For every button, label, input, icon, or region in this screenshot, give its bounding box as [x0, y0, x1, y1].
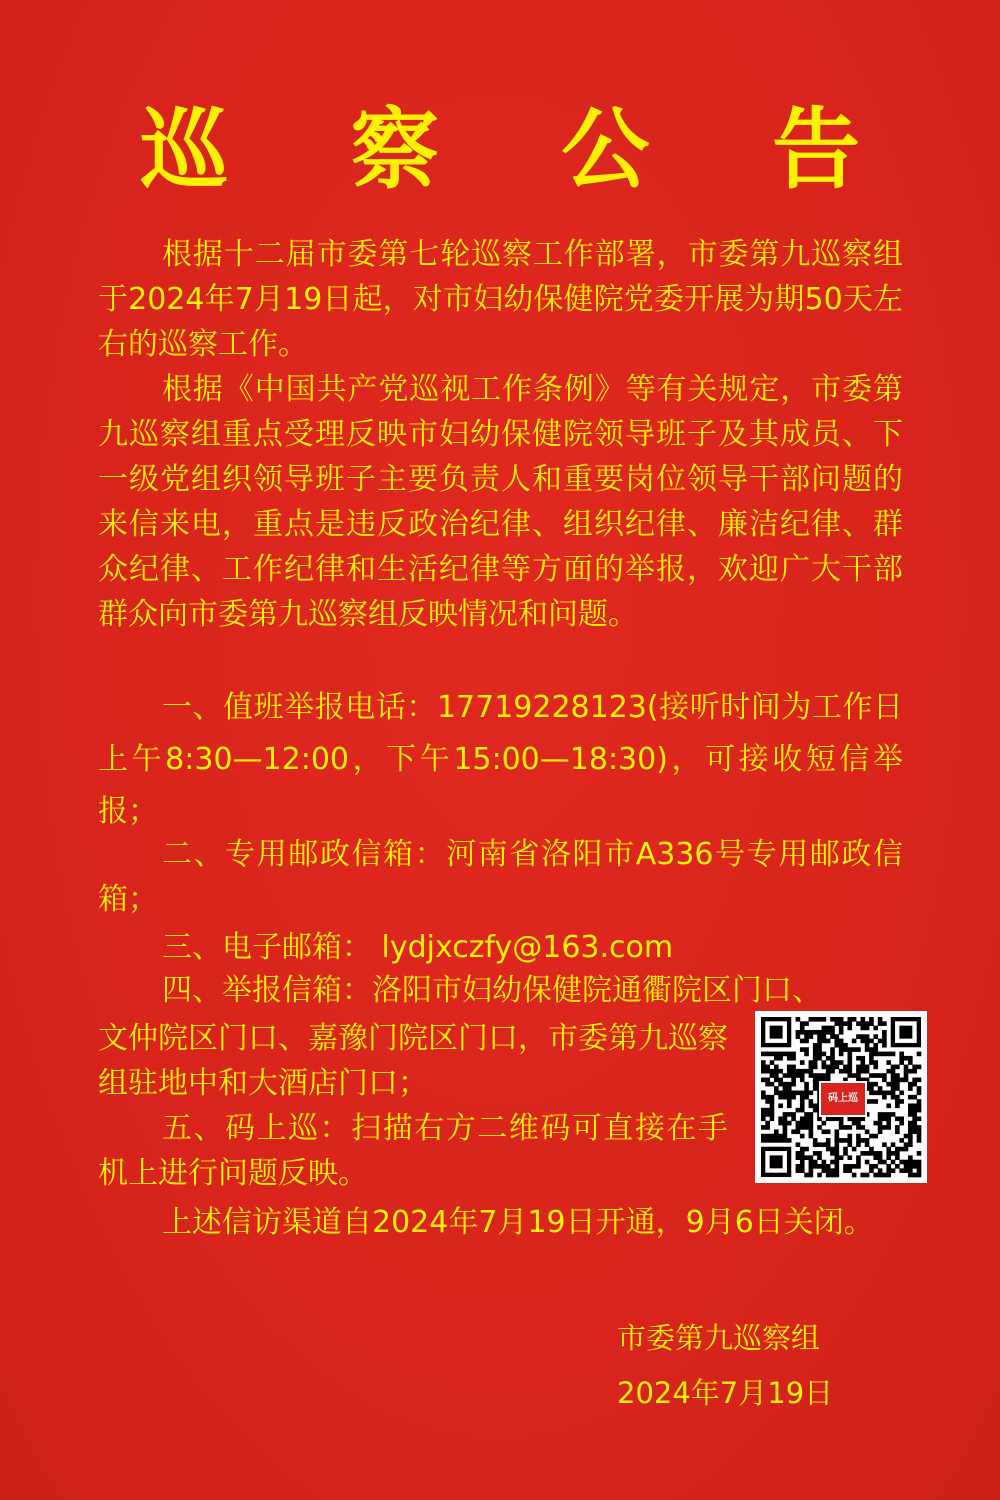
item-qr-report: 五、码上巡：扫描右方二维码可直接在手机上进行问题反映。 [98, 1111, 728, 1191]
qr-code[interactable] [755, 1011, 927, 1183]
item-report-box-line1: 四、举报信箱：洛阳市妇幼保健院通衢院区门口、 [162, 973, 822, 1008]
item-phone: 一、值班举报电话：17719228123(接听时间为工作日上午8:30—12:00，下午15:00—18:30)，可接收短信举报； [98, 690, 903, 829]
item-postal-box: 二、专用邮政信箱：河南省洛阳市A336号专用邮政信箱； [98, 837, 903, 917]
paragraph-intro: 根据十二届市委第七轮巡察工作部署，市委第九巡察组于2024年7月19日起，对市妇幼保健院党委开展为期50天左右的巡察工作。 [98, 237, 903, 362]
item-email: 三、电子邮箱： lydjxczfy@163.com [162, 930, 674, 965]
paragraph-channel-period: 上述信访渠道自2024年7月19日开通，9月6日关闭。 [162, 1205, 874, 1240]
paragraph-scope: 根据《中国共产党巡视工作条例》等有关规定，市委第九巡察组重点受理反映市妇幼保健院领导班子及其成员、下一级党组织领导班子主要负责人和重要岗位领导干部问题的来信来电，重点是违反政治纪律、组织纪律、廉洁纪律、群众纪律、工作纪律和生活纪律等方面的举报，欢迎广大干部群众向市委第九巡察组反映情况和问题。 [98, 372, 903, 632]
notice-title: 巡 察 公 告 [140, 98, 906, 201]
qr-logo-badge: 码上巡 [819, 1081, 867, 1117]
signature-organization: 市委第九巡察组 [617, 1321, 821, 1355]
signature-date: 2024年7月19日 [617, 1376, 834, 1410]
item-report-box-line2: 文仲院区门口、嘉豫门院区门口，市委第九巡察组驻地中和大酒店门口； [98, 1021, 728, 1101]
